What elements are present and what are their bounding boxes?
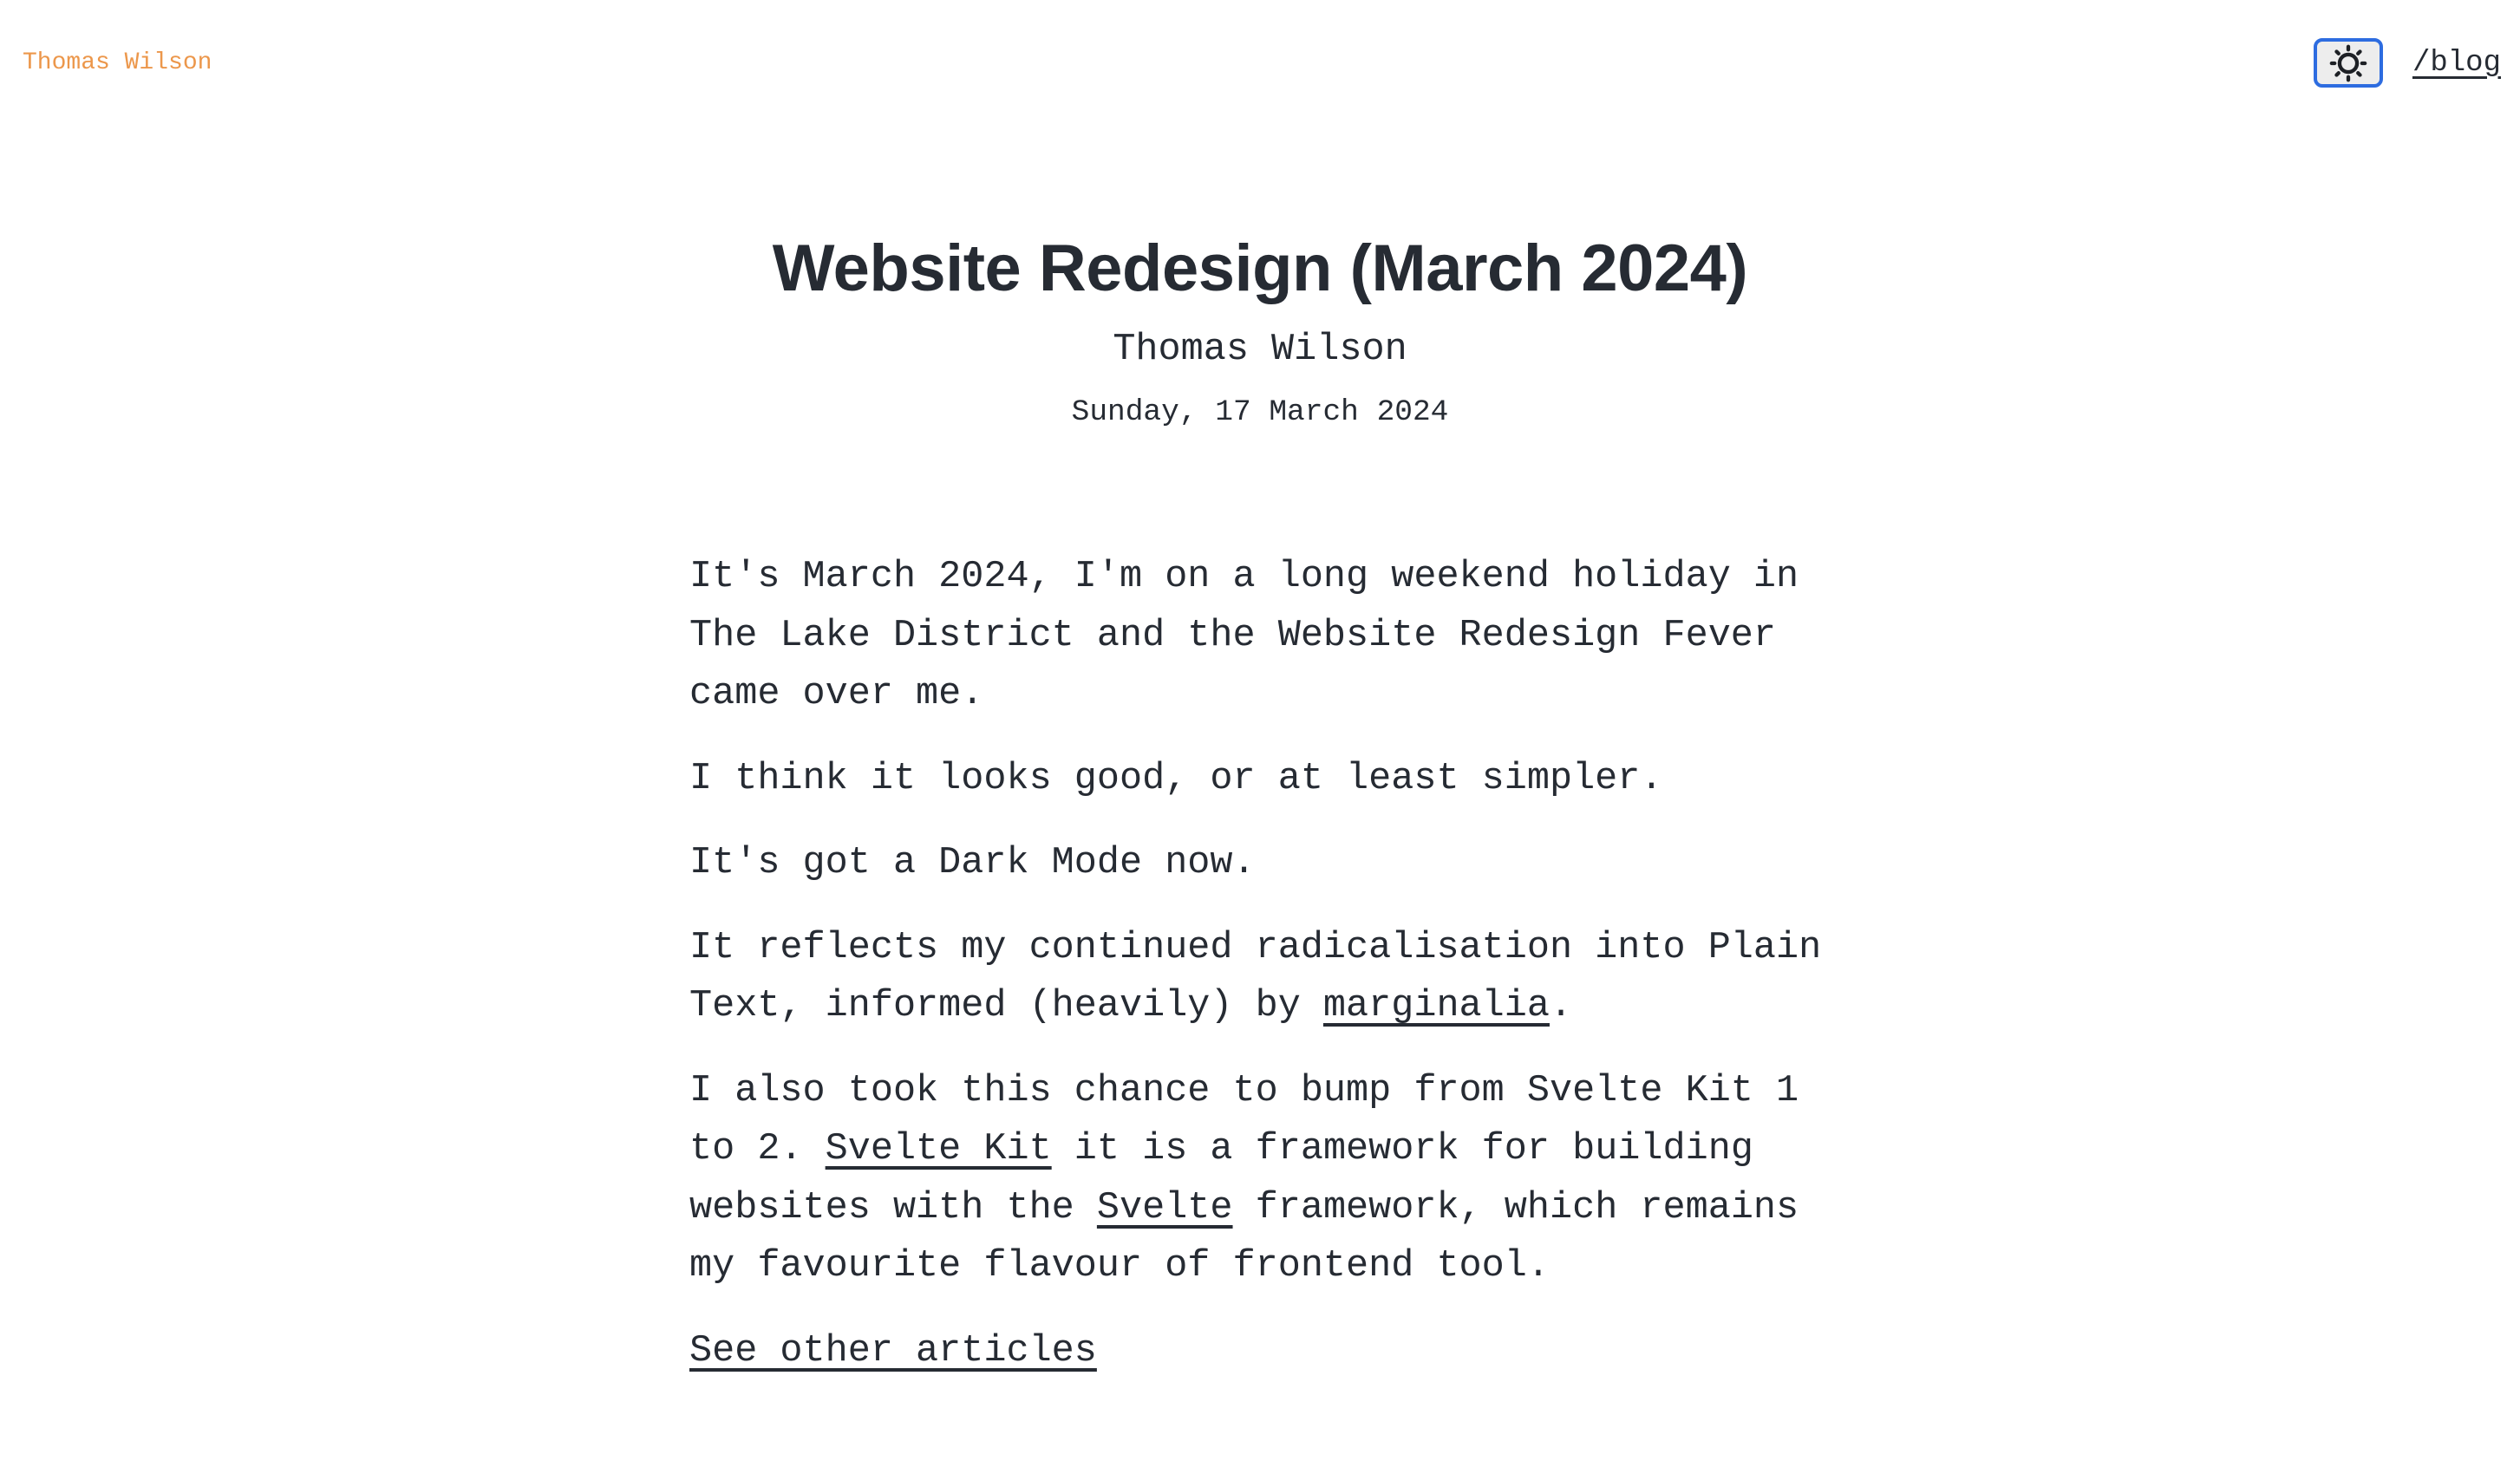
paragraph	[689, 1322, 1831, 1381]
site-logo-link[interactable]: Thomas Wilson	[23, 49, 212, 76]
site-header	[0, 0, 2520, 88]
paragraph: It's got a Dark Mode now.	[689, 842, 1256, 884]
paragraph: I also took this chance to bump from Svelte Kit 1 to 2. Svelte Kit it is a framework for building websites with the Svelte framework, which remains my favourite flavour of frontend tool.	[689, 1069, 1799, 1288]
paragraph: I think it looks good, or at least simpler.	[689, 757, 1663, 800]
theme-toggle-button[interactable]	[2314, 38, 2383, 88]
sun-icon	[2328, 43, 2368, 83]
article	[0, 228, 2520, 1467]
article-body	[689, 548, 1831, 1380]
paragraph: It's March 2024, I'm on a long weekend holiday in The Lake District and the Website Redesign Fever came over me.	[689, 556, 1799, 715]
svelte-link[interactable]: Svelte	[1096, 1186, 1233, 1229]
nav-blog-link[interactable]: /blog	[2412, 46, 2501, 80]
marginalia-link[interactable]: marginalia	[1322, 985, 1550, 1027]
article-date: Sunday, 17 March 2024	[1071, 395, 1449, 429]
page-title: Website Redesign (March 2024)	[772, 231, 1748, 305]
article-author: Thomas Wilson	[1113, 329, 1407, 371]
see-other-articles-link[interactable]: See other articles	[689, 1329, 1097, 1372]
paragraph: It reflects my continued radicalisation into Plain Text, informed (heavily) by marginalia.	[689, 926, 1822, 1027]
svelte-kit-link[interactable]: Svelte Kit	[825, 1128, 1052, 1170]
